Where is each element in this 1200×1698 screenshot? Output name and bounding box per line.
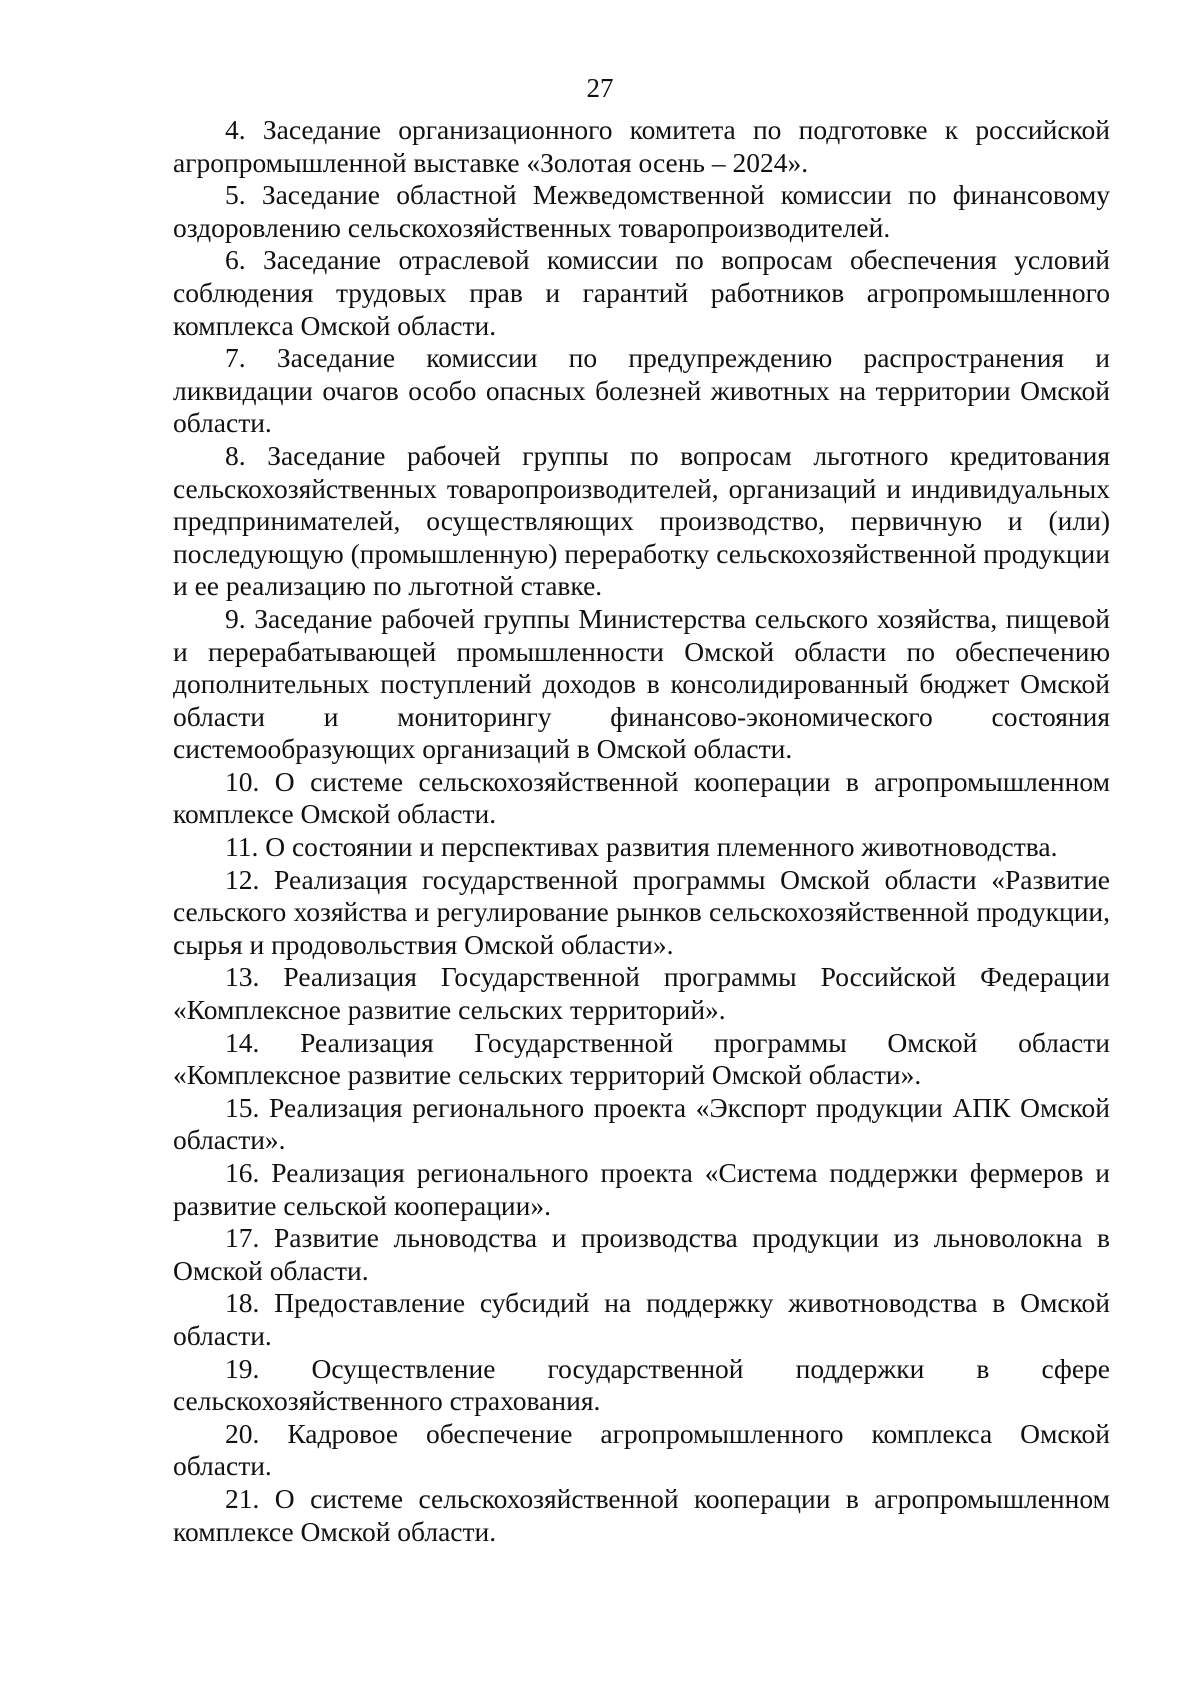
list-item xyxy=(173,114,1110,179)
item-number: 5. xyxy=(225,179,246,211)
item-text: Реализация Государственной программы Российской Федерации «Комплексное развитие сельских территорий». xyxy=(173,961,1111,1026)
item-text: Предоставление субсидий на поддержку животноводства в Омской области. xyxy=(173,1287,1110,1351)
item-text: О системе сельскохозяйственной кооперации в агропромышленном комплексе Омской области. xyxy=(173,1482,1110,1547)
item-number: 21. xyxy=(225,1482,260,1514)
item-text: Заседание областной Межведомственной комиссии по финансовому оздоровлению сельскохозяйственных товаропроизводителей. xyxy=(173,179,1110,243)
list-item xyxy=(173,1353,1110,1418)
item-number: 6. xyxy=(225,244,246,276)
list-item xyxy=(173,342,1110,440)
agenda-list xyxy=(173,114,1110,1548)
item-text: Реализация государственной программы Омской области «Развитие сельского хозяйства и регулирование рынков сельскохозяйственной продукции, сырья и продовольствия Омской области». xyxy=(173,863,1110,960)
item-number: 18. xyxy=(225,1287,260,1319)
list-item xyxy=(173,961,1110,1026)
item-text: Заседание рабочей группы по вопросам льготного кредитования сельскохозяйственных товаропроизводителей, организаций и индивидуальных предпринимателей, осуществляющих производство, первичную и (или) последующую (промышленную) переработку сельскохозяйственной продукции и ее реализацию по льготной ставке. xyxy=(173,439,1111,602)
list-item xyxy=(173,244,1110,342)
list-item xyxy=(173,1287,1110,1352)
item-text: О системе сельскохозяйственной кооперации в агропромышленном комплексе Омской области. xyxy=(173,765,1110,830)
page-number: 27 xyxy=(586,73,614,103)
item-number: 16. xyxy=(225,1157,260,1188)
list-item xyxy=(173,1092,1110,1157)
item-number: 19. xyxy=(225,1352,260,1384)
list-item xyxy=(173,831,1110,864)
list-item xyxy=(173,1483,1110,1548)
list-item xyxy=(173,603,1110,766)
item-text: Развитие льноводства и производства продукции из льноволокна в Омской области. xyxy=(173,1222,1110,1286)
list-item xyxy=(173,1418,1110,1483)
list-item xyxy=(173,766,1110,831)
item-number: 4. xyxy=(225,114,246,145)
list-item xyxy=(173,1157,1110,1222)
item-number: 7. xyxy=(225,342,246,374)
list-item xyxy=(173,440,1110,603)
list-item xyxy=(173,1222,1110,1287)
item-number: 12. xyxy=(225,863,260,895)
item-number: 11. xyxy=(225,831,259,863)
item-text: Заседание рабочей группы Министерства сельского хозяйства, пищевой и перерабатывающей промышленности Омской области по обеспечению дополнительных поступлений доходов в консолидированный бюджет Омской области и мониторингу финансово-экономического состояния системообразующих организаций в Омской области. xyxy=(173,602,1110,765)
item-number: 17. xyxy=(225,1222,260,1254)
item-text: Заседание отраслевой комиссии по вопросам обеспечения условий соблюдения трудовых прав и гарантий работников агропромышленного комплекса Омской области. xyxy=(173,244,1110,341)
item-text: О состоянии и перспективах развития племенного животноводства. xyxy=(265,831,1058,863)
item-text: Реализация регионального проекта «Экспорт продукции АПК Омской области». xyxy=(173,1091,1110,1156)
item-text: Осуществление государственной поддержки в сфере сельскохозяйственного страхования. xyxy=(173,1352,1111,1417)
item-number: 14. xyxy=(225,1026,260,1058)
item-text: Реализация регионального проекта «Система поддержки фермеров и развитие сельской кооперации». xyxy=(173,1157,1110,1221)
item-text: Заседание комиссии по предупреждению распространения и ликвидации очагов особо опасных болезней животных на территории Омской области. xyxy=(173,342,1111,439)
item-number: 10. xyxy=(225,765,260,797)
item-text: Заседание организационного комитета по подготовке к российской агропромышленной выставке «Золотая осень – 2024». xyxy=(173,114,1110,178)
item-text: Реализация Государственной программы Омской области «Комплексное развитие сельских территорий Омской области». xyxy=(173,1026,1110,1091)
item-number: 20. xyxy=(225,1417,260,1449)
item-number: 9. xyxy=(225,602,246,634)
list-item xyxy=(173,864,1110,962)
list-item xyxy=(173,179,1110,244)
item-text: Кадровое обеспечение агропромышленного комплекса Омской области. xyxy=(173,1417,1111,1482)
item-number: 13. xyxy=(225,961,260,993)
item-number: 15. xyxy=(225,1091,260,1123)
item-number: 8. xyxy=(225,439,246,471)
list-item xyxy=(173,1027,1110,1092)
